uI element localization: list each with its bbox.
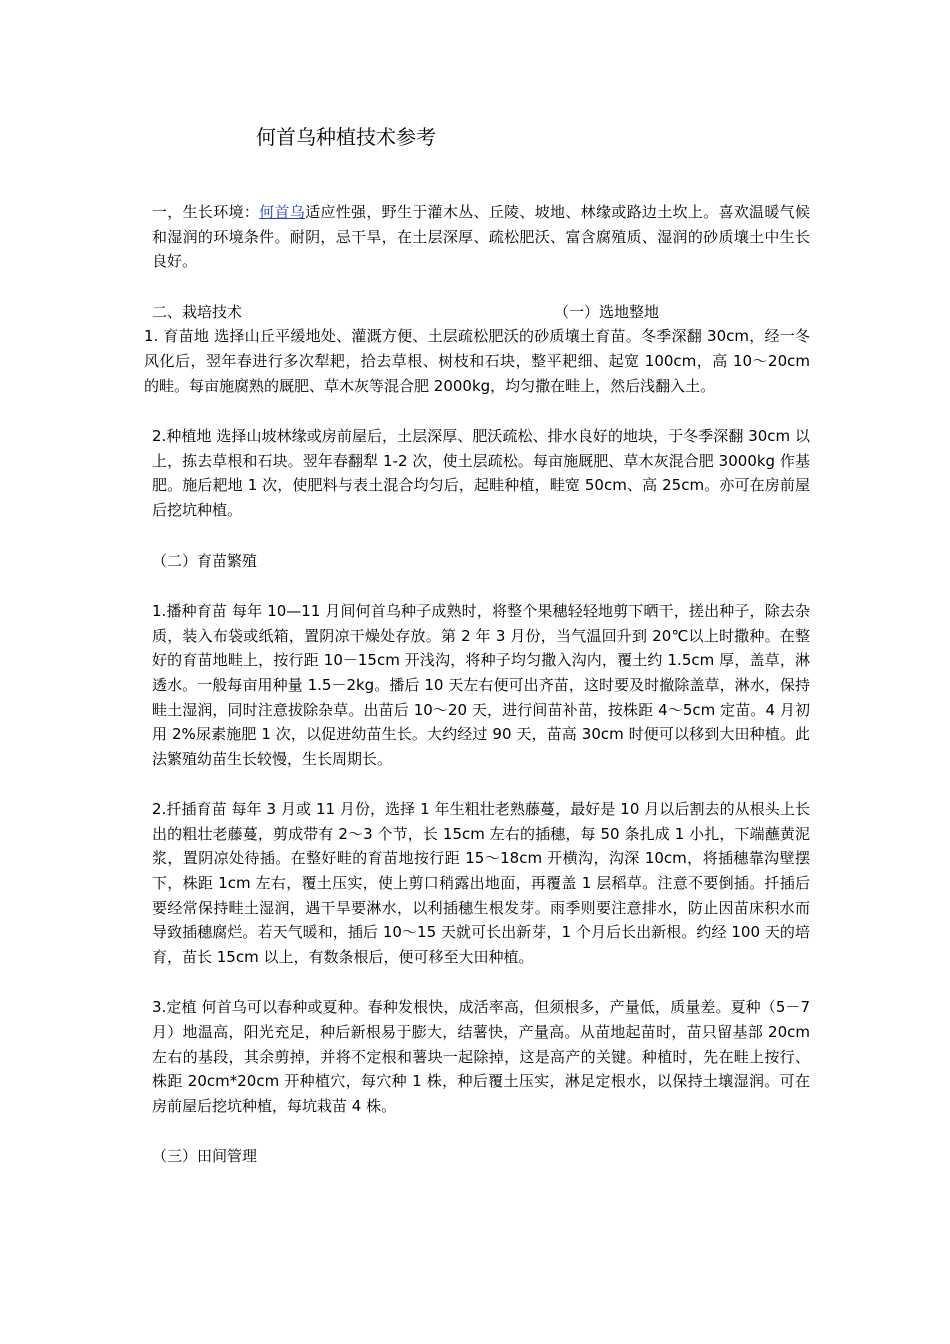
cultivation-heading: 二、栽培技术 [152,302,243,321]
subsection-seedling-heading: （二）育苗繁殖 [152,551,258,570]
section-growth-environment-prefix: 一，生长环境： [152,203,260,221]
spacer [144,1118,810,1144]
spacer [144,523,810,549]
spacer [144,969,810,995]
section-growth-environment-text: 适应性强，野生于灌木丛、丘陵、坡地、林缘或路边土坎上。喜欢温暖气候和湿润的环境条件。耐阴，忌干旱，在土层深厚、疏松肥沃、富含腐殖质、湿润的砂质壤土中生长良好。 [152,203,810,271]
paragraph-planting-land: 2.种植地 选择山坡林缘或房前屋后，土层深厚、肥沃疏松、排水良好的地块，于冬季深翻 30cm 以上，拣去草根和石块。翌年春翻犁 1-2 次，使土层疏松。每亩施厩肥、草木灰混合肥 3000kg 作基肥。施后耙地 1 次，使肥料与表土混合均匀后，起畦种植，畦宽 50cm、高 25cm。亦可在房前屋后挖坑种植。 [152,427,810,519]
spacer [144,398,810,424]
section-growth-environment [144,200,810,274]
spacer [144,573,810,599]
paragraph-seed-sowing: 1.播种育苗 每年 10—11 月间何首乌种子成熟时，将整个果穗轻轻地剪下晒干，搓出种子，除去杂质，装入布袋或纸箱，置阴凉干燥处存放。第 2 年 3 月份，当气温回升到 20℃以上时撒种。在整好的育苗地畦上，按行距 10－15cm 开浅沟，将种子均匀撒入沟内，覆土约 1.5cm 厚，盖草，淋透水。一般每亩用种量 1.5－2kg。播后 10 天左右便可出齐苗，这时要及时撤除盖草，淋水，保持畦土湿润，同时注意拔除杂草。出苗后 10～20 天，进行间苗补苗，按株距 4～5cm 定苗。4 月初用 2%尿素施肥 1 次，以促进幼苗生长。大约经过 90 天，苗高 30cm 时便可以移到大田种植。此法繁殖幼苗生长较慢，生长周期长。 [152,602,810,768]
paragraph-transplanting: 3.定植 何首乌可以春种或夏种。春种发根快，成活率高，但须根多，产量低，质量差。夏种（5－7 月）地温高，阳光充足，种后新根易于膨大，结薯快，产量高。从苗地起苗时，苗只留基部 20cm 左右的基段，其余剪掉，并将不定根和薯块一起除掉，这是高产的关键。种植时，先在畦上按行、株距 20cm*20cm 开种植穴，每穴种 1 株，种后覆土压实，淋足定根水，以保持土壤湿润。可在房前屋后挖坑种植，每坑栽苗 4 株。 [152,998,810,1115]
subsection-site-selection-heading: （一）选地整地 [554,302,660,321]
paragraph-nursery-land: 1. 育苗地 选择山丘平缓地处、灌溉方便、土层疏松肥沃的砂质壤土育苗。冬季深翻 30cm，经一冬风化后，翌年春进行多次犁耙，拾去草根、树枝和石块，整平耙细、起宽 100cm，高 10～20cm 的畦。每亩施腐熟的厩肥、草木灰等混合肥 2000kg，均匀撒在畦上，然后浅翻入土。 [144,327,810,395]
document-body [144,200,810,1169]
subsection-field-management-heading: （三）田间管理 [152,1147,258,1166]
paragraph-cutting-propagation: 2.扦插育苗 每年 3 月或 11 月份，选择 1 年生粗壮老熟藤蔓，最好是 10 月以后割去的从根头上长出的粗壮老藤蔓，剪成带有 2～3 个节，长 15cm 左右的插穗，每 50 条扎成 1 小扎，下端蘸黄泥浆，置阴凉处待插。在整好畦的育苗地按行距 15～18cm 开横沟，沟深 10cm，将插穗靠沟壁摆下，株距 1cm 左右，覆土压实，使上剪口稍露出地面，再覆盖 1 层稻草。注意不要倒插。扦插后要经常保持畦土湿润，遇干旱要淋水，以利插穗生根发芽。雨季则要注意排水，防止因苗床积水而导致插穗腐烂。若天气暖和，插后 10～15 天就可长出新芽，1 个月后长出新根。约经 100 天的培育，苗长 15cm 以上，有数条根后，便可移至大田种植。 [152,800,810,966]
document-title: 何首乌种植技术参考 [256,125,436,149]
cultivation-heading-row [144,300,810,325]
heshouwu-link[interactable]: 何首乌 [259,203,306,221]
spacer [144,771,810,797]
spacer [144,274,810,300]
